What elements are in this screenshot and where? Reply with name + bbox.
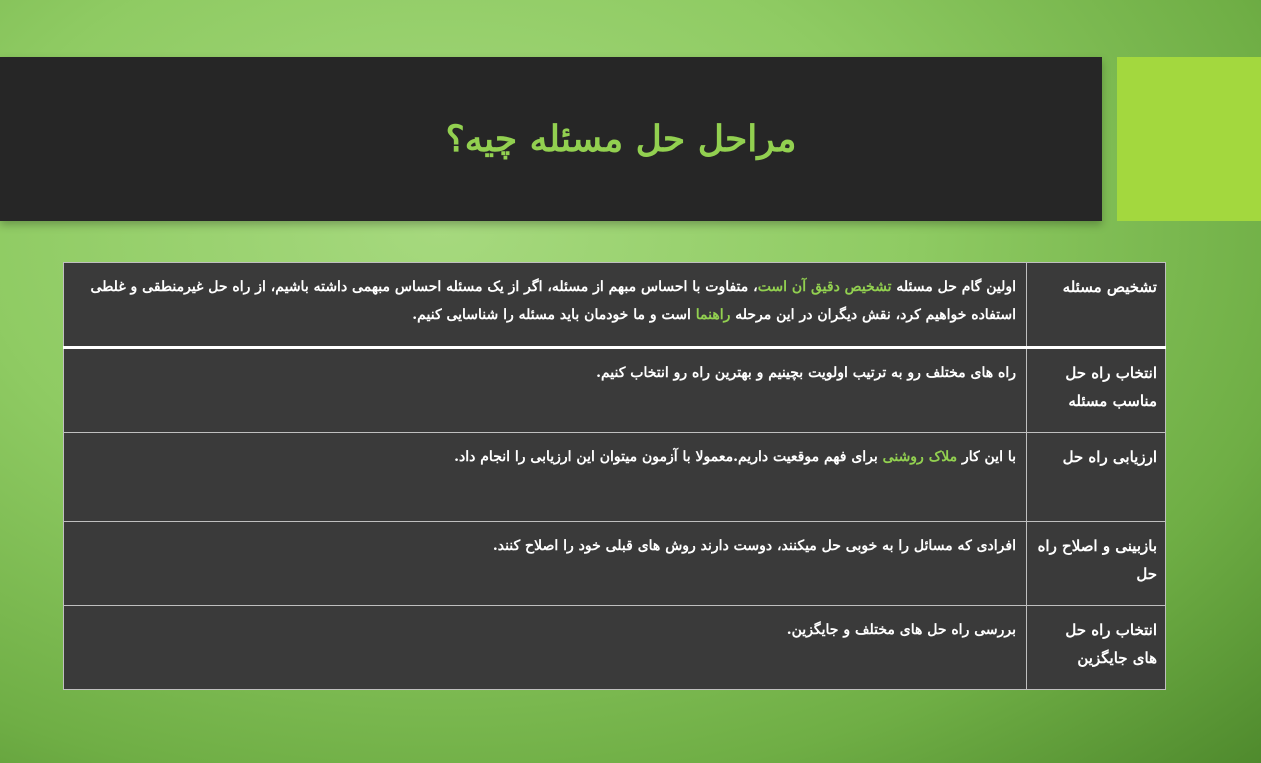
table-row [64, 348, 1166, 433]
row-header: انتخاب راه حل مناسب مسئله [1027, 348, 1166, 433]
row-header: انتخاب راه حل های جایگزین [1027, 605, 1166, 689]
desc-text: با این کار [957, 449, 1016, 466]
table-row [64, 521, 1166, 605]
desc-text: ، متفاوت با احساس مبهم از مسئله، اگر از یک مسئله احساس مبهمی داشته باشیم، از راه حل غیرمنطقی و غلطی استفاده خواهیم کرد، نقش دیگران در این مرحله [90, 279, 1016, 323]
row-description [64, 433, 1027, 521]
row-header: تشخیص مسئله [1027, 263, 1166, 348]
table-row [64, 605, 1166, 689]
desc-text: اولین گام حل مسئله [891, 279, 1016, 295]
row-header: ارزیابی راه حل [1027, 433, 1166, 521]
desc-highlight: تشخیص دقیق آن است [757, 279, 892, 295]
desc-highlight: ملاک روشنی [882, 449, 958, 466]
steps-table-grid [63, 262, 1166, 690]
row-description: راه های مختلف رو به ترتیب اولویت بچینیم و بهترین راه رو انتخاب کنیم. [64, 348, 1027, 433]
table-row [64, 433, 1166, 521]
steps-table [63, 262, 1166, 690]
slide-title: مراحل حل مسئله چیه؟ [445, 118, 797, 160]
table-row [64, 263, 1166, 348]
row-header: بازبینی و اصلاح راه حل [1027, 521, 1166, 605]
desc-text: برای فهم موقعیت داریم.معمولا با آزمون میتوان این ارزیابی را انجام داد. [454, 449, 883, 466]
desc-highlight: راهنما [695, 307, 731, 323]
desc-text: است و ما خودمان باید مسئله را شناسایی کنیم. [412, 307, 696, 323]
row-description: بررسی راه حل های مختلف و جایگزین. [64, 605, 1027, 689]
accent-block [1117, 57, 1261, 221]
row-description: افرادی که مسائل را به خوبی حل میکنند، دوست دارند روش های قبلی خود را اصلاح کنند. [64, 521, 1027, 605]
row-description [64, 263, 1027, 348]
title-bar [0, 57, 1102, 221]
